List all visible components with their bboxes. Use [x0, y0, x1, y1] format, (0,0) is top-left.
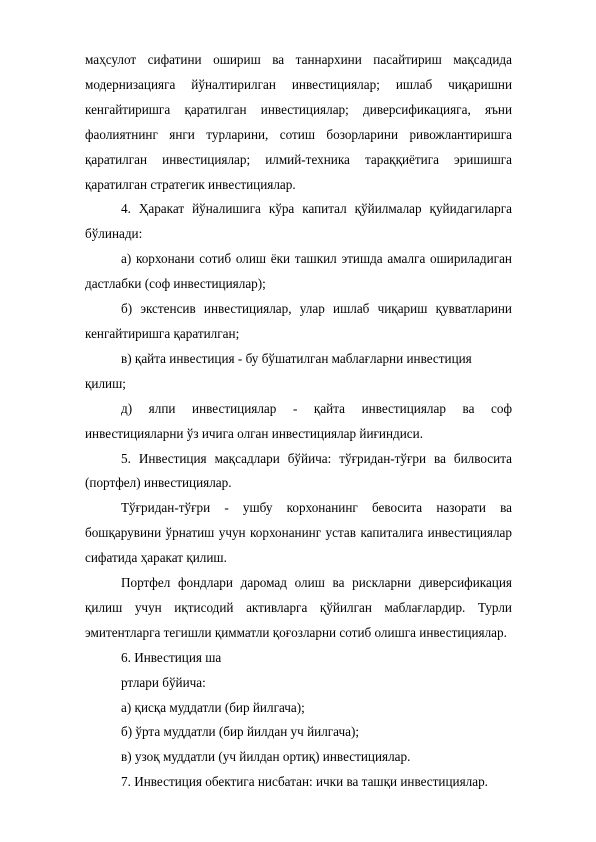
paragraph-item-4v: в) қайта инвестиция - бу бўшатилган маблағларни инвестиция қилиш;	[85, 350, 472, 391]
document-page	[85, 48, 512, 795]
paragraph-item-4: 4. Ҳаракат йўналишига кўра капитал қўйилмалар қуйидагиларга бўлинади:	[85, 201, 512, 242]
paragraph-item-4a: а) корхонани сотиб олиш ёки ташкил этишда амалга ошириладиган дастлабки (соф инвестициялар);	[85, 251, 512, 292]
paragraph-item-5: 5. Инвестиция мақсадлари бўйича: тўғридан-тўғри ва билвосита (портфел) инвестициялар.	[85, 450, 512, 491]
paragraph-item-6v: в) узоқ муддатли (уч йилдан ортиқ) инвестициялар.	[121, 749, 411, 765]
paragraph-item-6-start: 6. Инвестиция ша	[121, 649, 222, 665]
paragraph-item-7: 7. Инвестиция обектига нисбатан: ички ва ташқи инвестициялар.	[121, 774, 488, 790]
paragraph-item-6b: б) ўрта муддатли (бир йилдан уч йилгача);	[121, 724, 360, 740]
paragraph-direct-investment: Тўғридан-тўғри - ушбу корхонанинг бевосита назорати ва бошқарувини ўрнатиш учун корхонанинг устав капиталига инвестициялар сифатида ҳаракат қилиш.	[85, 500, 512, 566]
paragraph-item-4b: б) экстенсив инвестициялар, улар ишлаб чиқариш қувватларини кенгайтиришга қаратилган;	[85, 301, 512, 341]
paragraph-item-6-end: ртлари бўйича:	[121, 674, 206, 690]
paragraph-portfolio-investment: Портфел фондлари даромад олиш ва рискларни диверсификация қилиш учун иқтисодий активларга қўйилган маблағлардир. Турли эмитентларга тегишли қимматли қоғозларни сотиб олишга инвестициялар.	[85, 575, 512, 640]
paragraph-item-6a: а) қисқа муддатли (бир йилгача);	[121, 699, 305, 715]
paragraph-investment-purposes: маҳсулот сифатини ошириш ва таннархини пасайтириш мақсадида модернизацияга йўналтирилган инвестициялар; ишлаб чиқаришни кенгайтиришга қаратилган инвестициялар; диверсификацияга, яъни фаолиятнинг янги турларини, сотиш бозорларини ривожлантиришга қаратилган инвестициялар; илмий-техника тараққиётига эришишга қаратилган стратегик инвестициялар.	[85, 52, 512, 192]
paragraph-item-4d: д) ялпи инвестициялар - қайта инвестициялар ва соф инвестицияларни ўз ичига олган инвестициялар йиғиндиси.	[85, 400, 512, 441]
